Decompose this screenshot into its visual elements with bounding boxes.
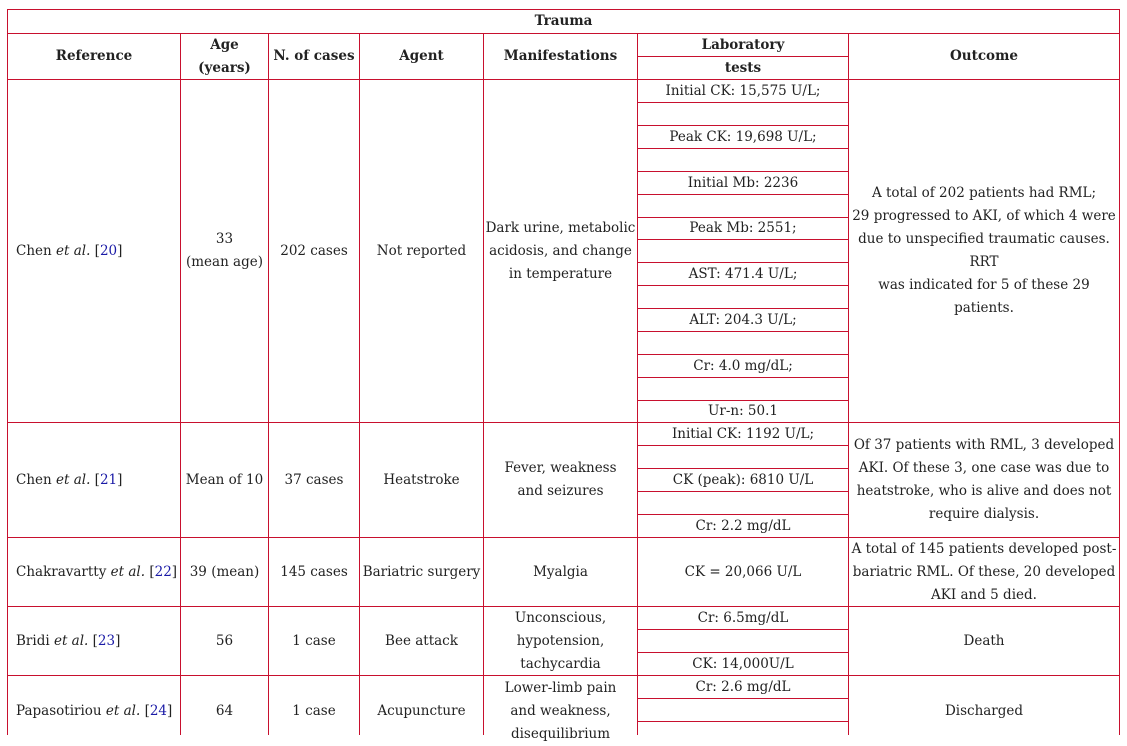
- author-name: Papasotiriou: [16, 702, 102, 719]
- agent-cell: Bee attack: [385, 632, 458, 649]
- cases-cell: 37 cases: [284, 471, 344, 488]
- agent-cell: Acupuncture: [377, 702, 466, 719]
- lab-value: Cr: 4.0 mg/dL;: [693, 357, 793, 374]
- author-name: Chen: [16, 242, 52, 259]
- lab-value: Cr: 2.2 mg/dL: [695, 517, 791, 534]
- header-manifestations: Manifestations: [503, 48, 618, 64]
- lab-divider: [637, 721, 849, 722]
- lab-value: Ur-n: 50.1: [708, 403, 778, 419]
- age-cell: 39 (mean): [189, 563, 260, 580]
- lab-value: CK = 20,066 U/L: [684, 563, 802, 580]
- header-reference: Reference: [55, 48, 133, 64]
- lab-value: Initial CK: 15,575 U/L;: [665, 82, 821, 99]
- et-al: et al.: [53, 632, 89, 649]
- age-cell: 33 (mean age): [185, 231, 264, 270]
- table-caption: Trauma: [534, 13, 593, 29]
- lab-value: Initial CK: 1192 U/L;: [671, 425, 815, 442]
- manifestations-cell: Lower-limb pain and weakness, disequilibrium: [504, 679, 617, 742]
- table-row-reference: Papasotiriou et al. [ 24 ]: [8, 676, 180, 746]
- outcome-cell: Of 37 patients with RML, 3 developed AKI. Of these 3, one case was due to heatstroke, who is alive and does not require dialysis.: [853, 437, 1115, 522]
- lab-value: Cr: 2.6 mg/dL: [695, 678, 791, 695]
- citation-link[interactable]: 21: [99, 471, 118, 488]
- manifestations-cell: Unconscious, hypotension, tachycardia: [514, 609, 607, 672]
- et-al: et al.: [105, 702, 141, 719]
- cases-cell: 202 cases: [280, 242, 348, 259]
- manifestations-cell: Dark urine, metabolic acidosis, and change in temperature: [485, 219, 636, 282]
- lab-value: CK (peak): 6810 U/L: [672, 471, 814, 488]
- lab-value: ALT: 204.3 U/L;: [689, 311, 797, 328]
- lab-value: CK: 14,000U/L: [692, 655, 794, 672]
- cases-cell: 1 case: [292, 702, 336, 719]
- citation-link[interactable]: 20: [99, 242, 118, 259]
- header-agent: Agent: [399, 48, 444, 64]
- table-border: [1119, 9, 1120, 735]
- lab-value: Cr: 6.5mg/dL: [697, 609, 789, 626]
- lab-value: Peak Mb: 2551;: [689, 220, 797, 236]
- table-row-reference: Chen et al. [ 20 ]: [8, 80, 180, 422]
- table-row-reference: Chakravartty et al. [ 22 ]: [8, 538, 180, 606]
- author-name: Chen: [16, 471, 52, 488]
- outcome-cell: A total of 202 patients had RML; 29 progressed to AKI, of which 4 were due to unspecified traumatic causes. RRT was indicated for 5 of these 29 patients.: [852, 185, 1116, 316]
- lab-value: Peak CK: 19,698 U/L;: [669, 128, 817, 145]
- agent-cell: Heatstroke: [383, 471, 460, 488]
- manifestations-cell: Myalgia: [533, 563, 588, 580]
- header-lab-line1: Laboratory: [701, 36, 785, 53]
- et-al: et al.: [110, 563, 146, 580]
- et-al: et al.: [56, 471, 91, 488]
- table-row-reference: Chen et al. [ 21 ]: [8, 423, 180, 537]
- cases-cell: 145 cases: [280, 563, 348, 580]
- age-cell: 56: [215, 632, 234, 649]
- citation-link[interactable]: 22: [154, 563, 172, 580]
- agent-cell: Bariatric surgery: [362, 563, 481, 580]
- manifestations-cell: Fever, weakness and seizures: [504, 460, 617, 499]
- age-cell: 64: [215, 702, 234, 719]
- header-age: Age (years): [198, 36, 251, 76]
- author-name: Chakravartty: [16, 563, 107, 580]
- agent-cell: Not reported: [376, 242, 467, 259]
- citation-link[interactable]: 24: [149, 702, 168, 719]
- author-name: Bridi: [16, 632, 50, 649]
- et-al: et al.: [56, 242, 91, 259]
- header-cases: N. of cases: [273, 48, 355, 64]
- outcome-cell: Death: [963, 632, 1005, 649]
- table-row-reference: Bridi et al. [ 23 ]: [8, 607, 180, 675]
- age-cell: Mean of 10: [185, 471, 264, 488]
- outcome-cell: Discharged: [944, 702, 1024, 719]
- lab-value: AST: 471.4 U/L;: [688, 265, 798, 282]
- lab-value: Initial Mb: 2236: [687, 174, 799, 191]
- header-lab-line2: tests: [724, 59, 762, 76]
- citation-link[interactable]: 23: [97, 632, 116, 649]
- cases-cell: 1 case: [292, 632, 336, 649]
- header-outcome: Outcome: [950, 48, 1018, 64]
- outcome-cell: A total of 145 patients developed post- bariatric RML. Of these, 20 developed AKI and 5 died.: [851, 540, 1117, 603]
